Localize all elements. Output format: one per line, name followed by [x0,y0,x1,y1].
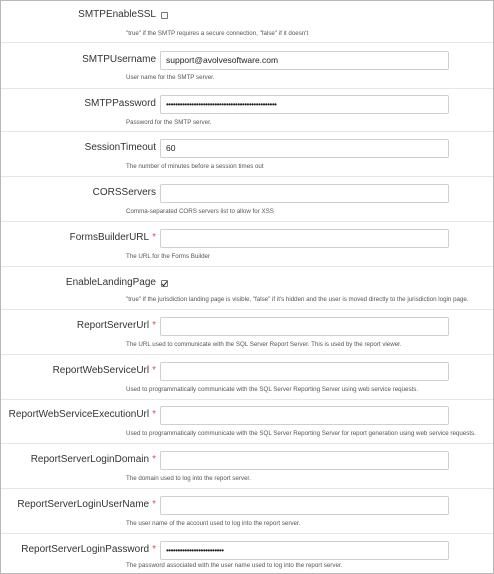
report-web-service-execution-url-input[interactable] [160,406,449,425]
report-server-url-input[interactable] [160,317,449,336]
divider [1,488,493,489]
required-marker: * [152,320,156,331]
required-marker: * [152,232,156,243]
report-server-login-user-name-label: ReportServerLoginUserName * [17,499,156,510]
forms-builder-url-label: FormsBuilderURL * [69,232,156,243]
report-server-login-domain-help: The domain used to log into the report server. [126,475,251,482]
required-marker: * [152,409,156,420]
smtp-password-input[interactable]: •••••••••••••••••••••••••••••••••••••••••••••••• [160,95,449,114]
session-timeout-help: The number of minutes before a session times out [126,163,264,170]
cors-servers-help: Comma-separated CORS servers list to allow for XSS [126,208,274,215]
report-server-login-user-name-help: The user name of the account used to log into the report server. [126,520,301,527]
required-marker: * [152,365,156,376]
divider [1,354,493,355]
smtp-username-help: User name for the SMTP server. [126,74,215,81]
required-marker: * [152,454,156,465]
session-timeout-input[interactable]: 60 [160,139,449,158]
session-timeout-label: SessionTimeout [84,142,156,153]
enable-landing-page-checkbox[interactable] [161,280,168,287]
forms-builder-url-input[interactable] [160,229,449,248]
smtp-enable-ssl-help: "true" if the SMTP requires a secure connection, "false" if it doesn't [126,30,309,37]
divider [1,533,493,534]
smtp-password-help: Password for the SMTP server. [126,119,212,126]
smtp-password-label: SMTPPassword [84,98,156,109]
report-web-service-url-input[interactable] [160,362,449,381]
divider [1,88,493,89]
divider [1,42,493,43]
divider [1,131,493,132]
divider [1,443,493,444]
report-server-login-user-name-input[interactable] [160,496,449,515]
smtp-enable-ssl-checkbox[interactable] [161,12,168,19]
report-server-login-domain-input[interactable] [160,451,449,470]
divider [1,399,493,400]
cors-servers-input[interactable] [160,184,449,203]
divider [1,176,493,177]
smtp-username-label: SMTPUsername [82,54,156,65]
report-server-login-password-input[interactable]: ••••••••••••••••••••••••• [160,541,449,560]
report-web-service-execution-url-help: Used to programmatically communicate with the SQL Server Reporting Server for report generation using web service requests. [126,430,476,437]
report-server-url-help: The URL used to communicate with the SQL Server Report Server. This is used by the report viewer. [126,341,402,348]
divider [1,309,493,310]
report-server-login-password-label: ReportServerLoginPassword * [21,544,156,555]
divider [1,221,493,222]
report-web-service-execution-url-label: ReportWebServiceExecutionUrl * [8,409,156,420]
cors-servers-label: CORSServers [92,187,156,198]
enable-landing-page-label: EnableLandingPage [65,277,156,288]
divider [1,266,493,267]
report-server-login-password-help: The password associated with the user name used to log into the report server. [126,562,343,569]
smtp-enable-ssl-label: SMTPEnableSSL [78,9,156,20]
forms-builder-url-help: The URL for the Forms Builder [126,253,211,260]
report-web-service-url-label: ReportWebServiceUrl * [52,365,156,376]
required-marker: * [152,499,156,510]
required-marker: * [152,544,156,555]
enable-landing-page-help: "true" if the jurisdiction landing page is visible, "false" if it's hidden and the user is moved directly to the jurisdiction login page. [126,296,469,303]
report-server-url-label: ReportServerUrl * [76,320,156,331]
report-server-login-domain-label: ReportServerLoginDomain * [30,454,156,465]
smtp-username-input[interactable]: support@avolvesoftware.com [160,51,449,70]
report-web-service-url-help: Used to programmatically communicate with the SQL Server Reporting Server using web service requests. [126,386,419,393]
